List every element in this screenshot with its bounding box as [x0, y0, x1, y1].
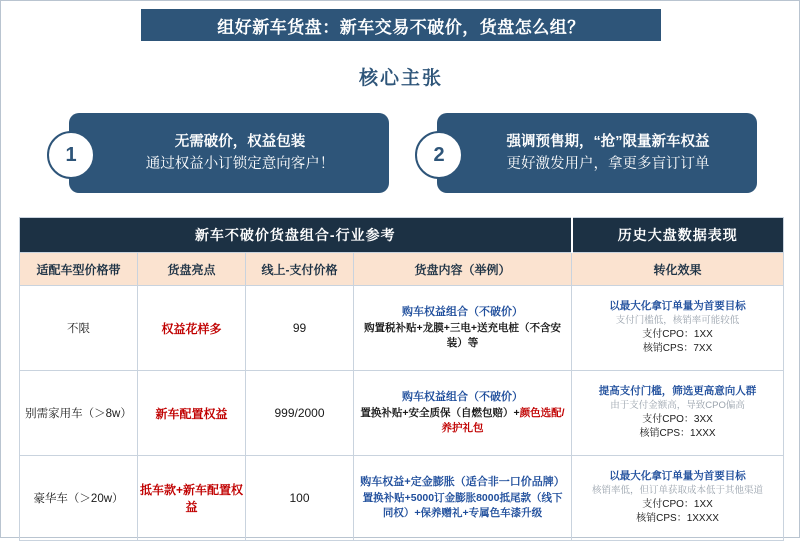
- claims-group: [47, 113, 757, 193]
- section-heading: 核心主张: [358, 68, 443, 89]
- claim-line-1-1: 无需破价，权益包装: [174, 133, 306, 150]
- column-header-pay-price: 线上-支付价格: [246, 253, 354, 286]
- cell-pay-price: 100: [246, 456, 354, 541]
- table-row: [20, 456, 784, 541]
- effect-title: 以最大化拿订单量为首要目标: [609, 300, 746, 312]
- cell-effect: [572, 371, 784, 456]
- cell-price-band: 不限: [20, 286, 138, 371]
- pack-detail: 置换补贴+5000订金膨胀8000抵尾款（线下同权）+保养赠礼+专属色车漆升级: [362, 491, 563, 520]
- effect-subtitle: 核销率低，但订单获取成本低于其他渠道: [592, 485, 764, 497]
- cell-effect: [572, 286, 784, 371]
- effect-metric-cps: 核销CPS：1XXXX: [636, 513, 719, 525]
- cell-pack-content: [354, 371, 572, 456]
- effect-metric-cps: 核销CPS：7XX: [642, 343, 713, 355]
- cell-pack-content: [354, 286, 572, 371]
- claim-line-2-2: 更好激发用户，拿更多盲订订单: [506, 156, 710, 172]
- claim-line-2-1: 强调预售期，“抢”限量新车权益: [506, 133, 710, 150]
- cell-highlight: 抵车款+新车配置权益: [138, 456, 246, 541]
- pack-title: 购车权益组合（不破价）: [402, 306, 524, 318]
- pack-detail-main: 置换补贴+安全质保（自燃包赔）+: [360, 406, 520, 419]
- pack-detail: [360, 406, 565, 438]
- column-header-price-band: 适配车型价格带: [20, 253, 138, 286]
- column-header-effect: 转化效果: [572, 253, 784, 286]
- claim-line-1-2: 通过权益小订锁定意向客户！: [145, 156, 335, 172]
- claim-body-1: [69, 113, 389, 193]
- cell-price-band: 别需家用车（＞8w）: [20, 371, 138, 456]
- cell-highlight: 权益花样多: [138, 286, 246, 371]
- matrix-table-wrapper: [19, 217, 783, 541]
- pack-detail: 购置税补贴+龙膜+三电+送充电桩（不含安装）等: [364, 321, 561, 350]
- claim-card-1: [47, 113, 389, 193]
- column-header-highlight: 货盘亮点: [138, 253, 246, 286]
- claim-badge-1: 1: [47, 131, 95, 179]
- effect-title: 提高支付门槛，筛选更高意向人群: [598, 385, 757, 397]
- effect-metric-cps: 核销CPS：1XXX: [639, 428, 716, 440]
- cell-effect: [572, 456, 784, 541]
- pack-title: 购车权益组合（不破价）: [402, 391, 524, 403]
- claim-body-2: [437, 113, 757, 193]
- table-group-header-row: [20, 218, 784, 253]
- claim-badge-2: 2: [415, 131, 463, 179]
- matrix-table: [19, 217, 784, 541]
- cell-price-band: 豪华车（＞20w）: [20, 456, 138, 541]
- effect-metric-cpo: 支付CPO：1XX: [642, 328, 713, 340]
- table-row: [20, 286, 784, 371]
- cell-highlight: 新车配置权益: [138, 371, 246, 456]
- table-row: [20, 371, 784, 456]
- cell-pay-price: 99: [246, 286, 354, 371]
- effect-title: 以最大化拿订单量为首要目标: [609, 470, 746, 482]
- group-header-left: 新车不破价货盘组合-行业参考: [20, 218, 572, 253]
- pack-detail-accent: 颜色选配/养护礼包: [441, 406, 565, 435]
- table-column-header-row: [20, 253, 784, 286]
- effect-subtitle: 由于支付金额高，导致CPO偏高: [610, 400, 745, 412]
- column-header-pack-content: 货盘内容（举例）: [354, 253, 572, 286]
- effect-subtitle: 支付门槛低，核销率可能较低: [615, 315, 740, 327]
- effect-metric-cpo: 支付CPO：1XX: [642, 498, 713, 510]
- effect-metric-cpo: 支付CPO：3XX: [642, 413, 713, 425]
- claim-card-2: [415, 113, 757, 193]
- pack-title: 购车权益+定金膨胀（适合非一口价品牌）: [360, 476, 565, 488]
- cell-pay-price: 999/2000: [246, 371, 354, 456]
- cell-pack-content: [354, 456, 572, 541]
- group-header-right: 历史大盘数据表现: [572, 218, 784, 253]
- page-title: 组好新车货盘：新车交易不破价，货盘怎么组？: [141, 9, 661, 41]
